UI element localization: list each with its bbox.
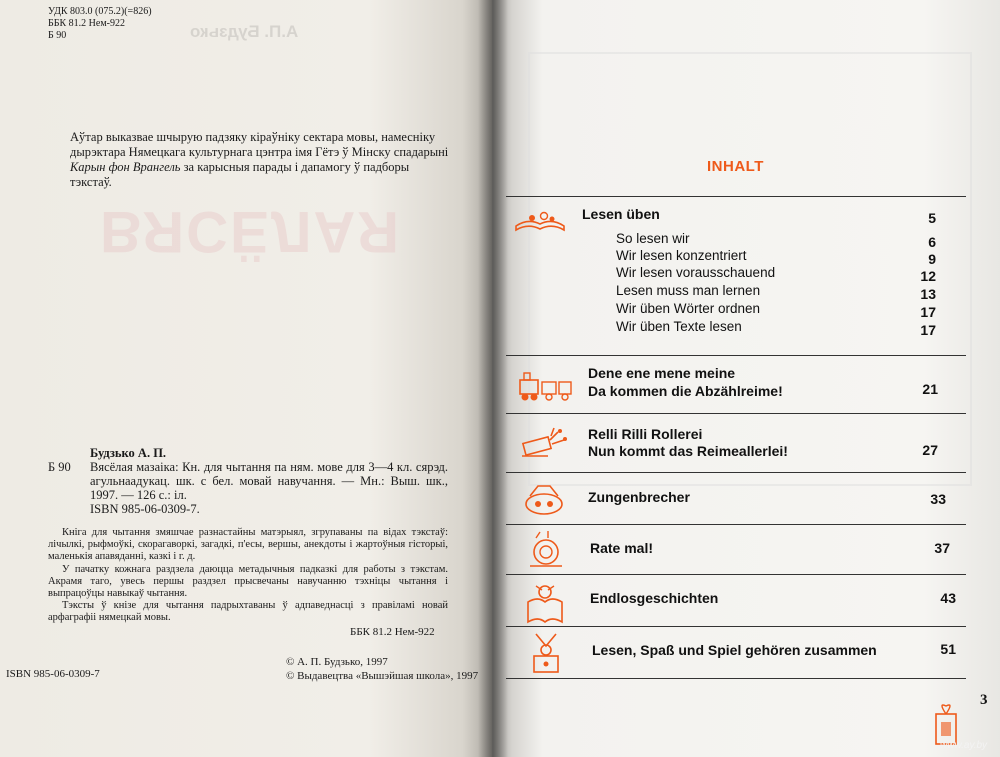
toc-subitem-page: 9 (928, 251, 936, 267)
toc-divider (506, 678, 966, 679)
toc-section-title: Lesen üben (582, 206, 660, 222)
acknowledgement (70, 130, 450, 190)
toc-subitem-title: Wir lesen vorausschauend (616, 265, 776, 280)
toc-page-number: 51 (940, 641, 956, 657)
clown-icon (524, 632, 568, 676)
toc-subitem-title: Wir üben Texte lesen (616, 319, 742, 334)
snail-icon (526, 530, 566, 572)
copyright-author: © А. П. Будзько, 1997 (286, 656, 388, 668)
copyright-publisher: © Выдавецтва «Вышэйшая школа», 1997 (286, 670, 479, 682)
page-number: 3 (980, 692, 988, 708)
toc-subitem-page: 13 (920, 286, 936, 302)
author-mark: Б 90 (48, 30, 67, 41)
left-page (0, 0, 492, 757)
card-description: Вясёлая мазаіка: Кн. для чытання па ням. мове для 3—4 кл. сярэд. агульнаадукац. шк. с бел. мовай навучання. — Мн.: Выш. шк., 1997. — 126 с.: іл. (90, 460, 448, 502)
toc-subitem-title: Wir üben Wörter ordnen (616, 301, 761, 316)
toc-subitem-page: 17 (920, 304, 936, 320)
toc-section-title: Rate mal! (590, 540, 654, 556)
open-book-icon (514, 210, 566, 234)
acknowledgement-text-end: за карысныя парады і дапамогу ў падборы тэкстаў. (70, 160, 410, 189)
toc-page-number: 21 (922, 381, 938, 397)
card-author: Будзько А. П. (90, 446, 167, 460)
toc-section-title: Lesen, Spaß und Spiel gehören zusammen (592, 642, 877, 658)
bbk-code: ББК 81.2 Нем-922 (48, 18, 125, 29)
book-spine-shadow (478, 0, 508, 757)
annotation-paragraph: Тэксты ў кнізе для чытання падрыхтаваны ў адпаведнасці з правіламі новай арфаграфіі нямецкай мовы. (48, 600, 448, 624)
bbk-bottom: ББК 81.2 Нем-922 (350, 626, 435, 638)
toc-divider (506, 574, 966, 575)
toc-section-title: Dene ene mene meine (588, 365, 736, 381)
reading-character-icon (522, 582, 568, 626)
toc-page-number: 37 (934, 540, 950, 556)
right-page (492, 0, 1000, 757)
annotation (48, 527, 448, 625)
toc-subitem-title: So lesen wir (616, 231, 690, 246)
annotation-paragraph: Кніга для чытання змяшчае разнастайны матэрыял, згрупаваны па відах тэкстаў: лічылкі, рыфмоўкі, скорагаворкі, загадкі, п'есы, вершы, анекдоты і жартоўныя гісторыі, маленькія апавяданні, казкі і г. д. (48, 527, 448, 563)
toc-divider (506, 196, 966, 197)
catalog-card (48, 446, 448, 516)
toc-section-title: Endlosgeschichten (590, 590, 719, 606)
isbn-bottom: ISBN 985-06-0309-7 (6, 668, 100, 680)
acknowledgement-name: Карын фон Врангель (70, 160, 181, 174)
toc-divider (506, 472, 966, 473)
toc-section-title: Da kommen die Abzählreime! (588, 383, 783, 399)
acknowledgement-text: Аўтар выказвае шчырую падзяку кіраўніку сектара мовы, намесніку дырэктара Нямецкага культурнага цэнтра імя Гётэ ў Мінску спадарыні (70, 130, 449, 159)
card-isbn: ISBN 985-06-0309-7. (90, 502, 200, 516)
toy-train-icon (516, 368, 574, 404)
toc-section-title: Relli Rilli Rollerei (588, 426, 703, 442)
show-through-cover-logo: ВЯСЁЛАЯ (100, 199, 402, 264)
show-through-author: А.П. Будзько (190, 22, 299, 41)
toc-subitem-page: 17 (920, 322, 936, 338)
tongue-twister-icon (520, 482, 568, 518)
card-code: Б 90 (48, 460, 71, 474)
firecracker-icon (518, 426, 568, 462)
udk-code: УДК 803.0 (075.2)(=826) (48, 6, 152, 17)
toc-subitem-title: Wir lesen konzentriert (616, 248, 747, 263)
toc-section-title: Zungenbrecher (588, 489, 690, 505)
toc-page-number: 33 (930, 491, 946, 507)
toc-subitem-title: Lesen muss man lernen (616, 283, 761, 298)
annotation-paragraph: У пачатку кожнага раздзела даюцца метадычныя падказкі для работы з тэкстам. Акрамя таго, увесь першы раздзел прысвечаны навучанню тэхніцы чытання і выпрацоўцы навыкаў чытання. (48, 563, 448, 600)
toc-section-title: Nun kommt das Reimeallerlei! (588, 443, 788, 459)
toc-page-number: 43 (940, 590, 956, 606)
toc-page-number: 5 (928, 210, 936, 226)
toc-subitem-page: 6 (928, 234, 936, 250)
toc-page-number: 27 (922, 442, 938, 458)
toc-divider (506, 355, 966, 356)
toc-subitem-page: 12 (920, 268, 936, 284)
toc-divider (506, 524, 966, 525)
watermark: www.ay.by (940, 740, 988, 751)
toc-divider (506, 413, 966, 414)
toc-title: INHALT (707, 158, 764, 175)
toc-divider (506, 626, 966, 627)
